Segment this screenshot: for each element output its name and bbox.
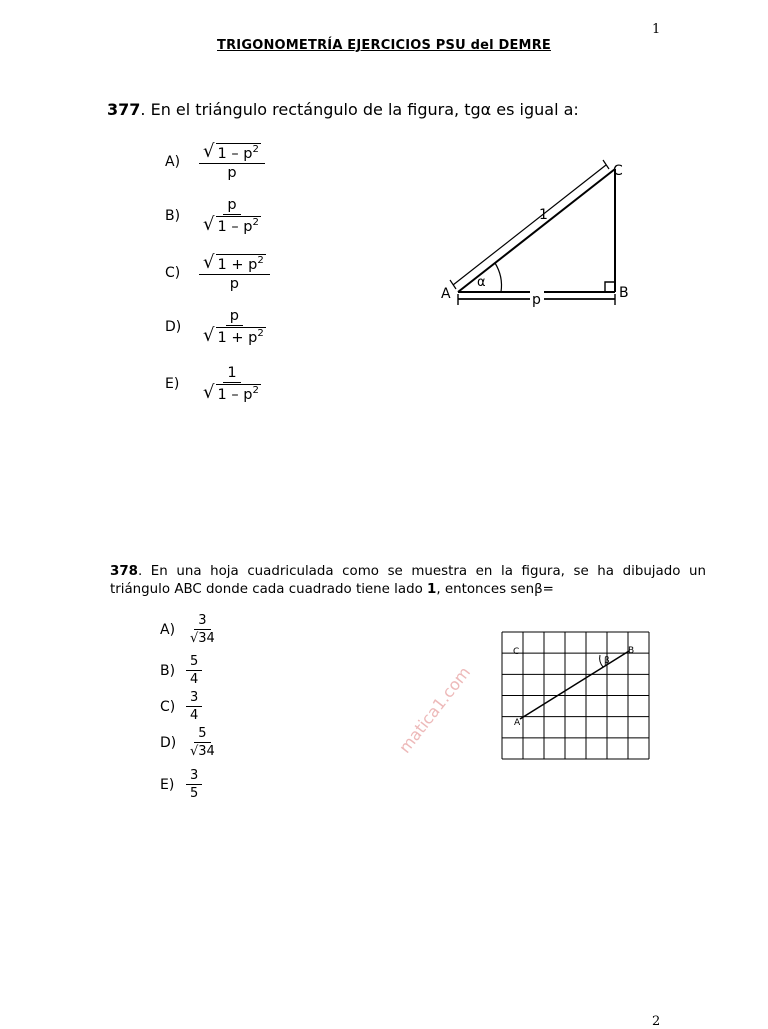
option-letter: C) (160, 698, 176, 715)
vertex-a-label: A (441, 286, 451, 302)
option-letter: B) (165, 207, 181, 224)
option-378-d (160, 726, 219, 759)
question-number: 378 (110, 564, 138, 579)
numerator: 5 (194, 726, 210, 743)
hypotenuse-label: 1 (539, 207, 548, 223)
denominator: p (227, 164, 237, 181)
question-text: . En el triángulo rectángulo de la figura, tgα es igual a: (140, 100, 579, 119)
angle-alpha-label: α (477, 275, 486, 290)
angle-beta-label: β (604, 656, 610, 666)
option-378-b (160, 654, 202, 687)
question-bold-value: 1 (427, 582, 437, 597)
option-letter: C) (165, 264, 181, 281)
denominator: 4 (190, 708, 199, 723)
denominator: 4 (190, 672, 199, 687)
option-letter: E) (165, 375, 180, 392)
hypotenuse-measure-line (453, 165, 606, 285)
right-triangle-figure (435, 155, 640, 315)
angle-alpha-arc (495, 263, 501, 292)
numerator: 1 (223, 365, 240, 383)
numerator: √ $1 - p^2$ (199, 143, 265, 164)
fraction (199, 308, 270, 346)
watermark: matica1.com (395, 662, 475, 757)
question-number: 377 (107, 100, 141, 119)
option-377-a (165, 143, 265, 181)
fraction (186, 690, 202, 723)
vertex-c-label: C (613, 163, 623, 179)
option-377-c (165, 254, 270, 292)
numerator: √ $1 + p^2$ (199, 254, 270, 275)
right-angle-mark (605, 282, 615, 292)
question-377-stem (107, 100, 579, 119)
fraction (186, 613, 219, 646)
option-378-c (160, 690, 202, 723)
denominator: √ $1 - p^2$ (203, 382, 259, 403)
option-377-d (165, 308, 270, 346)
denominator: 5 (190, 786, 199, 801)
segment-ab (520, 651, 629, 719)
grid-lines (502, 632, 649, 759)
option-377-e (165, 365, 265, 403)
document-title: TRIGONOMETRÍA EJERCICIOS PSU del DEMRE (217, 38, 551, 53)
option-378-a (160, 613, 219, 646)
denominator: √34 (190, 744, 215, 759)
option-letter: A) (165, 153, 181, 170)
numerator: 3 (186, 690, 202, 707)
option-377-b (165, 197, 265, 235)
numerator: 3 (194, 613, 210, 630)
question-text: . En una hoja cuadriculada como se muestra en la figura, se ha dibujado un triángulo ABC donde cada cuadrado tiene lado (110, 564, 706, 597)
angle-beta-arc (600, 655, 603, 667)
base-label: p (532, 292, 541, 308)
vertex-b-label: B (628, 646, 635, 656)
denominator: √34 (190, 631, 215, 646)
question-text-end: , entonces senβ= (436, 582, 554, 597)
hypotenuse-line (458, 169, 615, 292)
page-number: 1 (652, 22, 661, 37)
denominator: √ $1 - p^2$ (203, 214, 259, 235)
option-letter: B) (160, 662, 176, 679)
fraction (199, 197, 265, 235)
page-number-next: 2 (652, 1014, 661, 1029)
numerator: p (226, 308, 243, 326)
option-letter: D) (160, 734, 177, 751)
numerator: p (223, 197, 240, 215)
option-letter: E) (160, 776, 175, 793)
denominator: √ $1 + p^2$ (203, 325, 264, 346)
option-letter: D) (165, 318, 182, 335)
numerator: 3 (186, 768, 202, 785)
fraction (199, 254, 270, 292)
denominator: p (229, 275, 240, 292)
vertex-a-label: A (514, 718, 521, 728)
vertex-c-label: C (513, 647, 520, 657)
option-378-e (160, 768, 202, 801)
fraction (186, 654, 202, 687)
fraction (186, 726, 219, 759)
grid-triangle-figure (500, 630, 651, 761)
option-letter: A) (160, 621, 176, 638)
numerator: 5 (186, 654, 202, 671)
fraction (199, 143, 265, 181)
fraction (186, 768, 202, 801)
vertex-b-label: B (619, 285, 629, 301)
fraction (199, 365, 265, 403)
question-378-stem (110, 563, 706, 599)
